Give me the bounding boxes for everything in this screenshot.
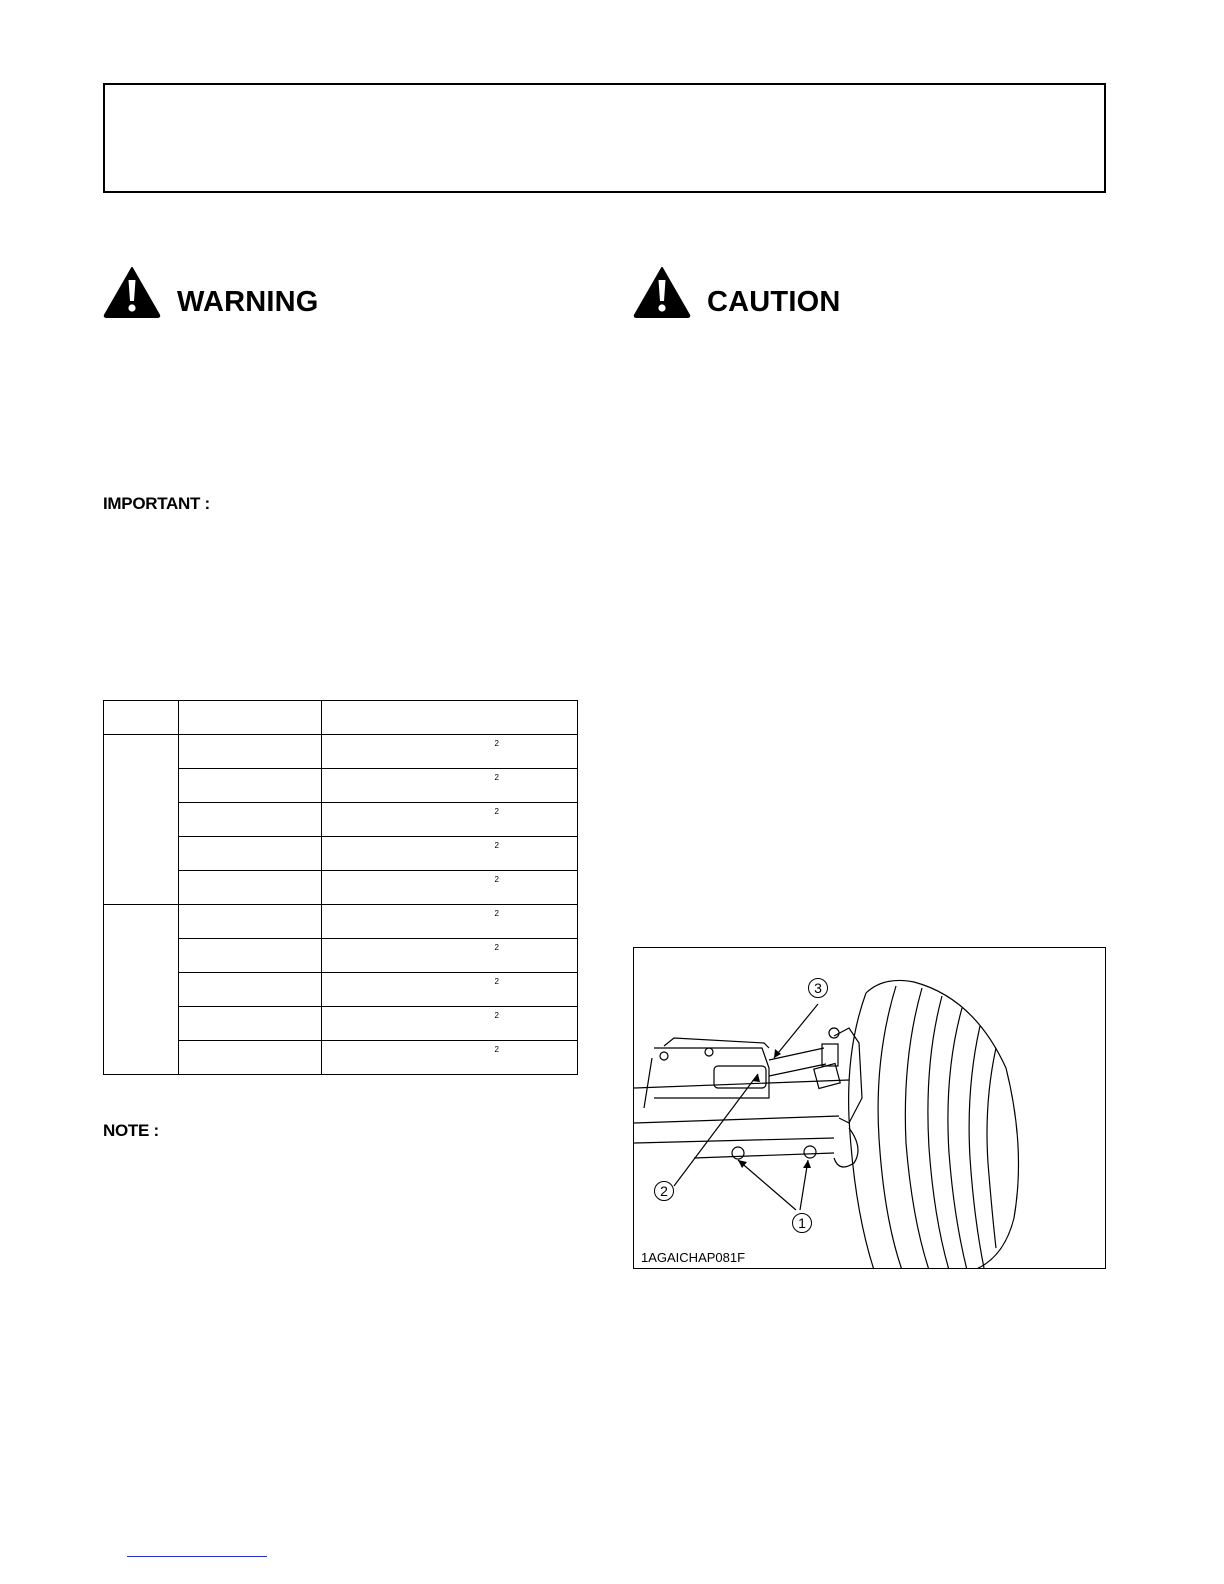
table-cell: [321, 973, 577, 1007]
note-label: NOTE :: [103, 1121, 159, 1140]
table-cell: [178, 837, 321, 871]
table-cell: [321, 1041, 577, 1075]
table-cell: [178, 871, 321, 905]
superscript: 2: [494, 1011, 499, 1020]
front-axle-figure: [633, 947, 1106, 1269]
superscript: 2: [494, 739, 499, 748]
superscript: 2: [494, 909, 499, 918]
table-cell: [321, 1007, 577, 1041]
table-cell: [178, 701, 321, 735]
table-cell: [178, 1007, 321, 1041]
warning-alert: [103, 262, 319, 322]
callout-3: 3: [808, 978, 828, 998]
table-row: [104, 905, 578, 939]
table-cell: [321, 905, 577, 939]
caution-alert: [633, 262, 841, 322]
table-cell: [178, 769, 321, 803]
table-cell: [321, 769, 577, 803]
superscript: 2: [494, 807, 499, 816]
callout-1: 1: [792, 1213, 812, 1233]
table-cell: [321, 837, 577, 871]
superscript: 2: [494, 841, 499, 850]
callout-2: 2: [654, 1181, 674, 1201]
table-cell: [178, 1041, 321, 1075]
superscript: 2: [494, 773, 499, 782]
superscript: 2: [494, 875, 499, 884]
table-cell: [321, 701, 577, 735]
table-cell: [321, 803, 577, 837]
table-cell: [178, 735, 321, 769]
superscript: 2: [494, 977, 499, 986]
table-group-cell: [104, 905, 179, 1075]
important-label: IMPORTANT :: [103, 494, 210, 513]
table-cell: [178, 973, 321, 1007]
warning-triangle-icon: [633, 266, 691, 318]
table-group-cell: [104, 735, 179, 905]
front-axle-illustration: [634, 948, 1106, 1269]
superscript: 2: [494, 943, 499, 952]
table-cell: [178, 939, 321, 973]
warning-triangle-icon: [103, 266, 161, 318]
footer-link-underline[interactable]: [127, 1556, 267, 1557]
table-cell: [321, 939, 577, 973]
table-cell: [178, 905, 321, 939]
table-cell: [104, 701, 179, 735]
table-row: [104, 735, 578, 769]
spec-table: [103, 700, 578, 1075]
figure-code: 1AGAICHAP081F: [641, 1250, 746, 1265]
caution-label: CAUTION: [707, 285, 841, 318]
header-box: [103, 83, 1106, 193]
superscript: 2: [494, 1045, 499, 1054]
table-cell: [178, 803, 321, 837]
warning-label: WARNING: [177, 285, 319, 318]
table-cell: [321, 735, 577, 769]
table-header-row: [104, 701, 578, 735]
table-cell: [321, 871, 577, 905]
